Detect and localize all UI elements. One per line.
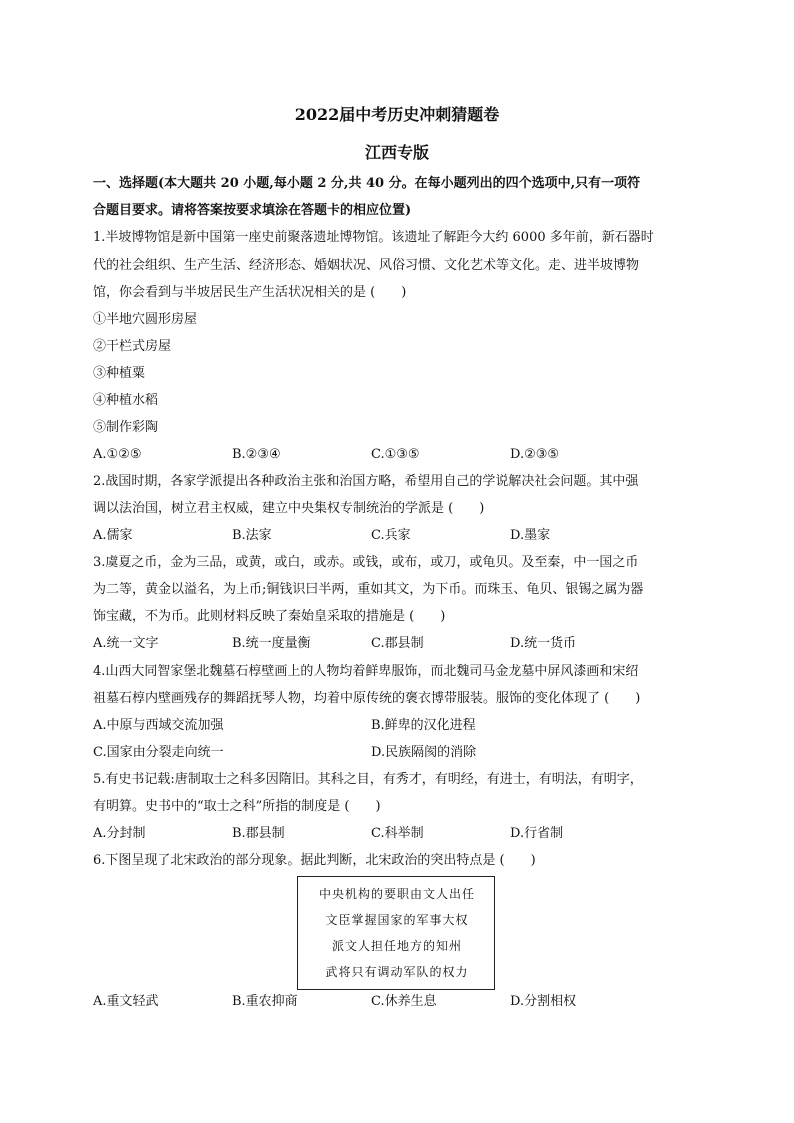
option-a[interactable]: A.①②⑤ [93, 447, 142, 462]
option-a[interactable]: A.中原与西域交流加强 [93, 718, 224, 733]
option-c[interactable]: C.休养生息 [371, 994, 437, 1009]
question-text: 代的社会组织、生产生活、经济形态、婚姻状况、风俗习惯、文化艺术等文化。走、进半坡博物 [93, 258, 640, 273]
question-text: 5.有史书记载:唐制取士之科多因隋旧。其科之目，有秀才，有明经，有进士，有明法，有明字， [93, 772, 643, 787]
option-b[interactable]: B.②③④ [232, 447, 281, 462]
material-line: 派文人担任地方的知州 [331, 939, 462, 953]
option-d[interactable]: D.民族隔阂的消除 [371, 745, 477, 760]
section-line: 合题目要求。请将答案按要求填涂在答题卡的相应位置) [93, 203, 412, 218]
option-b[interactable]: B.郡县制 [232, 826, 285, 841]
statement-item: ③种植粟 [93, 366, 146, 381]
option-c[interactable]: C.兵家 [371, 528, 411, 543]
material-line: 中央机构的要职由文人出任 [318, 887, 475, 901]
question-text: 1.半坡博物馆是新中国第一座史前聚落遗址博物馆。该遗址了解距今大约 6000 多年前，新石器时 [93, 230, 654, 245]
question-text: 有明算。史书中的“取士之科”所指的制度是 ( ) [93, 799, 381, 814]
question-text: 2.战国时期，各家学派提出各种政治主张和治国方略，希望用自己的学说解决社会问题。其中强 [93, 474, 639, 489]
statement-item: ①半地穴圆形房屋 [93, 312, 198, 327]
option-d[interactable]: D.分割相权 [510, 994, 577, 1009]
material-box [297, 876, 495, 990]
material-line: 武将只有调动军队的权力 [325, 965, 469, 979]
option-c[interactable]: C.郡县制 [371, 636, 424, 651]
option-b[interactable]: B.重农抑商 [232, 994, 298, 1009]
statement-item: ⑤制作彩陶 [93, 420, 159, 435]
option-d[interactable]: D.②③⑤ [510, 447, 560, 462]
option-a[interactable]: A.分封制 [93, 826, 146, 841]
section-line: 一、选择题(本大题共 20 小题,每小题 2 分,共 40 分。在每小题列出的四个选项中,只有一项符 [93, 176, 641, 191]
option-b[interactable]: B.统一度量衡 [232, 636, 311, 651]
option-a[interactable]: A.统一文字 [93, 636, 159, 651]
question-text: 4.山西大同智家堡北魏墓石椁壁画上的人物均着鲜卑服饰，而北魏司马金龙墓中屏风漆画和宋绍 [93, 664, 639, 679]
option-d[interactable]: D.行省制 [510, 826, 564, 841]
option-d[interactable]: D.墨家 [510, 528, 551, 543]
question-text: 馆，你会看到与半坡居民生产生活状况相关的是 ( ) [93, 285, 407, 300]
question-text: 调以法治国，树立君主权威，建立中央集权专制统治的学派是 ( ) [93, 501, 485, 516]
question-text: 6.下图呈现了北宋政治的部分现象。据此判断，北宋政治的突出特点是 ( ) [93, 853, 536, 868]
option-a[interactable]: A.儒家 [93, 528, 133, 543]
statement-item: ②干栏式房屋 [93, 339, 172, 354]
option-b[interactable]: B.鲜卑的汉化进程 [371, 718, 476, 733]
option-c[interactable]: C.国家由分裂走向统一 [93, 745, 224, 760]
question-text: 祖墓石椁内壁画残存的舞蹈抚琴人物，均着中原传统的褒衣博带服装。服饰的变化体现了 ( ) [93, 691, 641, 706]
option-c[interactable]: C.科举制 [371, 826, 424, 841]
option-c[interactable]: C.①③⑤ [371, 447, 420, 462]
option-d[interactable]: D.统一货币 [510, 636, 577, 651]
option-b[interactable]: B.法家 [232, 528, 272, 543]
question-text: 饰宝藏，不为币。此则材料反映了秦始皇采取的措施是 ( ) [93, 609, 446, 624]
page-subtitle: 江西专版 [364, 143, 429, 162]
material-line: 文臣掌握国家的军事大权 [325, 913, 469, 927]
question-text: 为二等，黄金以溢名，为上币;铜钱识曰半两，重如其文，为下币。而珠玉、龟贝、银锡之属为器 [93, 582, 644, 597]
question-text: 3.虞夏之币，金为三品，或黄，或白，或赤。或钱，或布，或刀，或龟贝。及至秦，中一国之币 [93, 555, 639, 570]
page-title: 2022届中考历史冲刺猜题卷 [294, 105, 500, 124]
statement-item: ④种植水稻 [93, 393, 159, 408]
option-a[interactable]: A.重文轻武 [93, 994, 159, 1009]
